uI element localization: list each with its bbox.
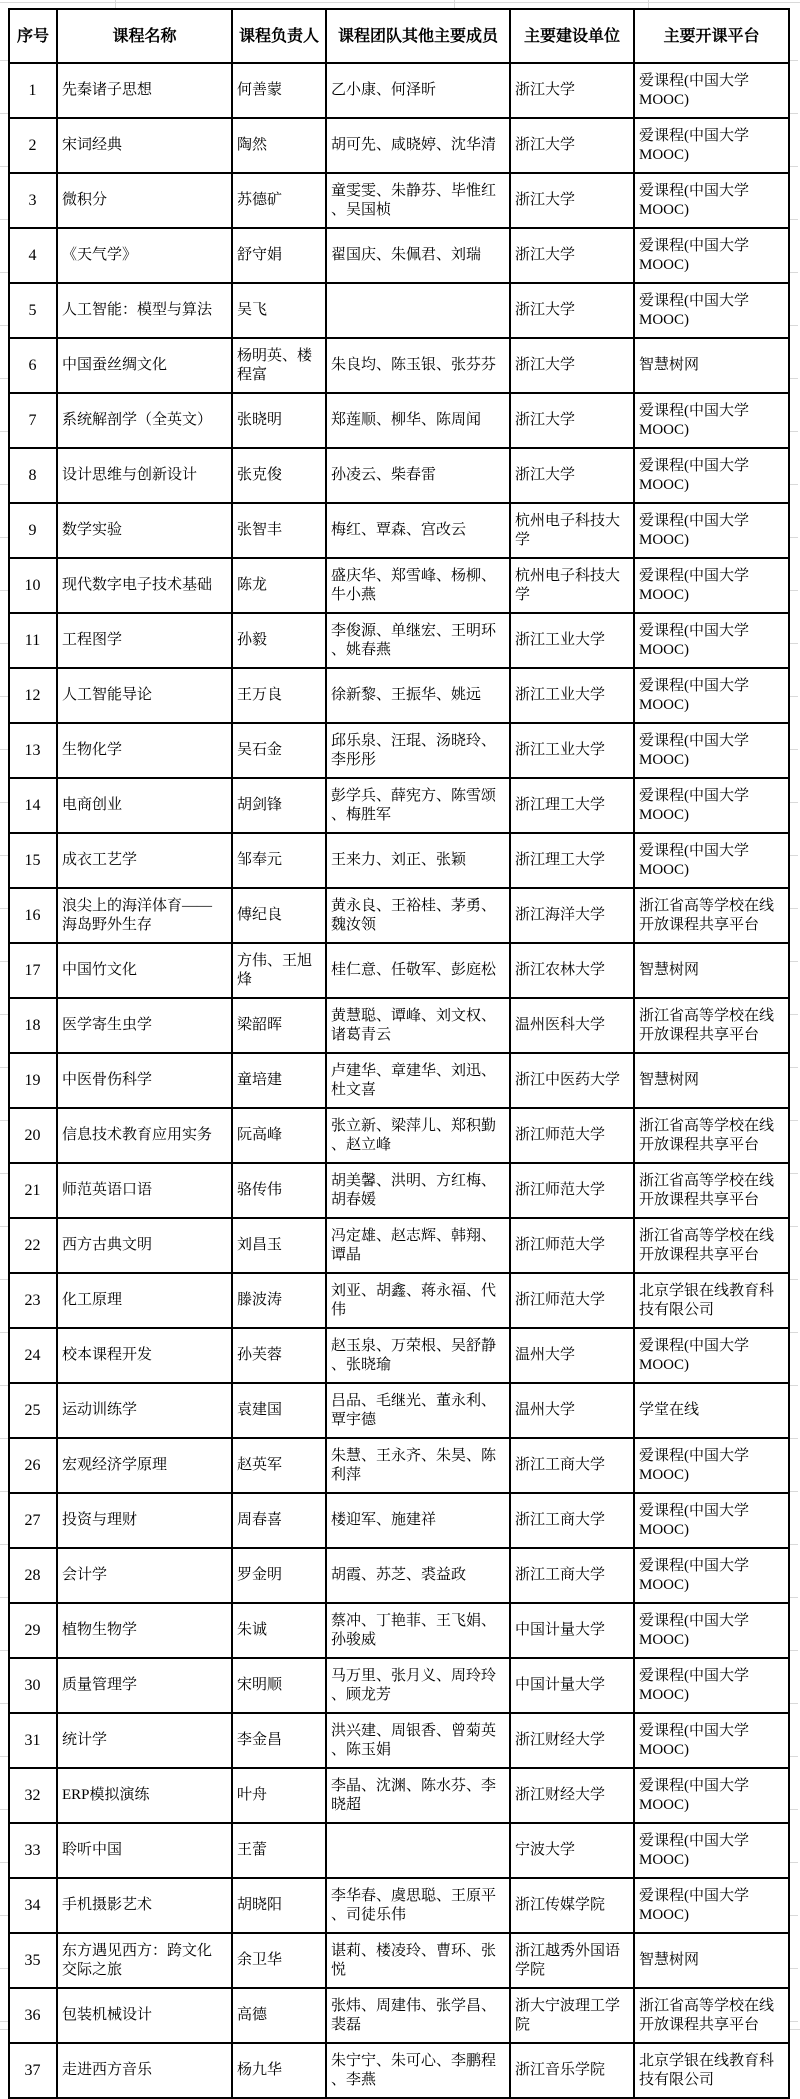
course-leader-cell: 邹奉元: [232, 833, 326, 888]
course-leader-cell: 梁韶晖: [232, 998, 326, 1053]
team-members-cell: [326, 283, 510, 338]
team-members-cell: 梅红、覃森、宫改云: [326, 503, 510, 558]
institution-cell: 浙江海洋大学: [510, 888, 634, 943]
table-row: [9, 1933, 789, 1988]
course-table-header: [9, 9, 789, 63]
course-leader-cell: 罗金明: [232, 1548, 326, 1603]
course-name-cell: 宏观经济学原理: [57, 1438, 232, 1493]
team-members-cell: 朱慧、王永齐、朱昊、陈利萍: [326, 1438, 510, 1493]
course-name-cell: 质量管理学: [57, 1658, 232, 1713]
header-cell-name: 课程名称: [57, 9, 232, 63]
row-index-cell: 22: [9, 1218, 57, 1273]
team-members-cell: 盛庆华、郑雪峰、杨柳、牛小燕: [326, 558, 510, 613]
row-index-cell: 32: [9, 1768, 57, 1823]
platform-cell: 智慧树网: [634, 1053, 789, 1108]
table-row: [9, 778, 789, 833]
team-members-cell: 童雯雯、朱静芬、毕惟红、吴国桢: [326, 173, 510, 228]
course-table: [8, 8, 790, 2099]
team-members-cell: 孙凌云、柴春雷: [326, 448, 510, 503]
row-index-cell: 27: [9, 1493, 57, 1548]
table-row: [9, 723, 789, 778]
institution-cell: 中国计量大学: [510, 1603, 634, 1658]
platform-cell: 浙江省高等学校在线开放课程共享平台: [634, 888, 789, 943]
team-members-cell: 郑莲顺、柳华、陈周闻: [326, 393, 510, 448]
table-row: [9, 228, 789, 283]
team-members-cell: 彭学兵、薛宪方、陈雪颂、梅胜军: [326, 778, 510, 833]
course-name-cell: 成衣工艺学: [57, 833, 232, 888]
course-name-cell: 电商创业: [57, 778, 232, 833]
platform-cell: 爱课程(中国大学MOOC): [634, 558, 789, 613]
team-members-cell: 黄慧聪、谭峰、刘文权、诸葛青云: [326, 998, 510, 1053]
platform-cell: 爱课程(中国大学MOOC): [634, 448, 789, 503]
row-index-cell: 29: [9, 1603, 57, 1658]
course-leader-cell: 陈龙: [232, 558, 326, 613]
course-name-cell: 手机摄影艺术: [57, 1878, 232, 1933]
course-name-cell: 医学寄生虫学: [57, 998, 232, 1053]
course-leader-cell: 周春喜: [232, 1493, 326, 1548]
platform-cell: 智慧树网: [634, 1933, 789, 1988]
course-leader-cell: 王蕾: [232, 1823, 326, 1878]
row-index-cell: 16: [9, 888, 57, 943]
row-index-cell: 7: [9, 393, 57, 448]
course-name-cell: 统计学: [57, 1713, 232, 1768]
table-row: [9, 613, 789, 668]
row-index-cell: 35: [9, 1933, 57, 1988]
course-leader-cell: 童培建: [232, 1053, 326, 1108]
header-cell-unit: 主要建设单位: [510, 9, 634, 63]
row-index-cell: 18: [9, 998, 57, 1053]
course-leader-cell: 宋明顺: [232, 1658, 326, 1713]
course-leader-cell: 方伟、王旭烽: [232, 943, 326, 998]
institution-cell: 浙江传媒学院: [510, 1878, 634, 1933]
table-row: [9, 558, 789, 613]
platform-cell: 爱课程(中国大学MOOC): [634, 833, 789, 888]
row-index-cell: 13: [9, 723, 57, 778]
platform-cell: 浙江省高等学校在线开放课程共享平台: [634, 1218, 789, 1273]
team-members-cell: 乙小康、何泽昕: [326, 63, 510, 118]
table-row: [9, 1878, 789, 1933]
institution-cell: 浙江音乐学院: [510, 2043, 634, 2098]
table-row: [9, 173, 789, 228]
course-name-cell: 中医骨伤科学: [57, 1053, 232, 1108]
team-members-cell: 李晶、沈渊、陈水芬、李晓超: [326, 1768, 510, 1823]
course-table-body: [9, 63, 789, 2098]
course-leader-cell: 高德: [232, 1988, 326, 2043]
team-members-cell: 胡可先、咸晓婷、沈华清: [326, 118, 510, 173]
institution-cell: 浙江工商大学: [510, 1438, 634, 1493]
course-name-cell: 数学实验: [57, 503, 232, 558]
institution-cell: 温州大学: [510, 1328, 634, 1383]
course-name-cell: 会计学: [57, 1548, 232, 1603]
team-members-cell: 王来力、刘正、张颖: [326, 833, 510, 888]
platform-cell: 智慧树网: [634, 943, 789, 998]
course-leader-cell: 刘昌玉: [232, 1218, 326, 1273]
course-name-cell: 中国蚕丝绸文化: [57, 338, 232, 393]
team-members-cell: 胡美馨、洪明、方红梅、胡春媛: [326, 1163, 510, 1218]
course-name-cell: 宋词经典: [57, 118, 232, 173]
platform-cell: 爱课程(中国大学MOOC): [634, 503, 789, 558]
table-row: [9, 1713, 789, 1768]
row-index-cell: 15: [9, 833, 57, 888]
institution-cell: 浙江理工大学: [510, 778, 634, 833]
row-index-cell: 11: [9, 613, 57, 668]
team-members-cell: 冯定雄、赵志辉、韩翔、谭晶: [326, 1218, 510, 1273]
table-row: [9, 943, 789, 998]
course-name-cell: 人工智能导论: [57, 668, 232, 723]
sheet-gridline-top: [0, 2, 800, 3]
course-leader-cell: 朱诚: [232, 1603, 326, 1658]
sheet-gridline: [454, 0, 455, 8]
institution-cell: 浙江大学: [510, 228, 634, 283]
platform-cell: 浙江省高等学校在线开放课程共享平台: [634, 1108, 789, 1163]
team-members-cell: 李华春、虞思聪、王原平、司徒乐伟: [326, 1878, 510, 1933]
row-index-cell: 26: [9, 1438, 57, 1493]
platform-cell: 爱课程(中国大学MOOC): [634, 1713, 789, 1768]
course-name-cell: 聆听中国: [57, 1823, 232, 1878]
row-index-cell: 1: [9, 63, 57, 118]
course-leader-cell: 王万良: [232, 668, 326, 723]
course-leader-cell: 胡晓阳: [232, 1878, 326, 1933]
institution-cell: 浙江工业大学: [510, 723, 634, 778]
course-name-cell: 工程图学: [57, 613, 232, 668]
platform-cell: 智慧树网: [634, 338, 789, 393]
row-index-cell: 3: [9, 173, 57, 228]
table-row: [9, 2043, 789, 2098]
row-index-cell: 20: [9, 1108, 57, 1163]
table-row: [9, 998, 789, 1053]
team-members-cell: 朱良均、陈玉银、张芬芬: [326, 338, 510, 393]
institution-cell: 中国计量大学: [510, 1658, 634, 1713]
platform-cell: 爱课程(中国大学MOOC): [634, 613, 789, 668]
row-index-cell: 33: [9, 1823, 57, 1878]
course-name-cell: 系统解剖学（全英文）: [57, 393, 232, 448]
course-name-cell: 东方遇见西方：跨文化交际之旅: [57, 1933, 232, 1988]
table-row: [9, 1383, 789, 1438]
platform-cell: 爱课程(中国大学MOOC): [634, 778, 789, 833]
platform-cell: 浙江省高等学校在线开放课程共享平台: [634, 1988, 789, 2043]
institution-cell: 浙江大学: [510, 393, 634, 448]
platform-cell: 北京学银在线教育科技有限公司: [634, 2043, 789, 2098]
row-index-cell: 21: [9, 1163, 57, 1218]
platform-cell: 爱课程(中国大学MOOC): [634, 283, 789, 338]
row-index-cell: 9: [9, 503, 57, 558]
table-row: [9, 1108, 789, 1163]
course-leader-cell: 陶然: [232, 118, 326, 173]
institution-cell: 浙江工业大学: [510, 668, 634, 723]
course-leader-cell: 叶舟: [232, 1768, 326, 1823]
course-name-cell: ERP模拟演练: [57, 1768, 232, 1823]
institution-cell: 浙江大学: [510, 63, 634, 118]
team-members-cell: [326, 1823, 510, 1878]
course-name-cell: 运动训练学: [57, 1383, 232, 1438]
platform-cell: 爱课程(中国大学MOOC): [634, 723, 789, 778]
institution-cell: 浙江大学: [510, 173, 634, 228]
course-name-cell: 《天气学》: [57, 228, 232, 283]
course-leader-cell: 袁建国: [232, 1383, 326, 1438]
team-members-cell: 谌莉、楼凌玲、曹环、张悦: [326, 1933, 510, 1988]
institution-cell: 浙江大学: [510, 338, 634, 393]
platform-cell: 浙江省高等学校在线开放课程共享平台: [634, 1163, 789, 1218]
table-row: [9, 338, 789, 393]
institution-cell: 浙江大学: [510, 283, 634, 338]
sheet-row-ticks-right: [790, 8, 798, 2023]
team-members-cell: 黄永良、王裕桂、茅勇、魏汝领: [326, 888, 510, 943]
course-leader-cell: 张克俊: [232, 448, 326, 503]
row-index-cell: 23: [9, 1273, 57, 1328]
header-row: [9, 9, 789, 63]
sheet-row-ticks-left: [0, 8, 8, 2023]
course-leader-cell: 胡剑锋: [232, 778, 326, 833]
institution-cell: 温州大学: [510, 1383, 634, 1438]
course-leader-cell: 滕波涛: [232, 1273, 326, 1328]
platform-cell: 爱课程(中国大学MOOC): [634, 173, 789, 228]
sheet-gridline: [115, 0, 116, 8]
course-name-cell: 现代数字电子技术基础: [57, 558, 232, 613]
institution-cell: 杭州电子科技大学: [510, 503, 634, 558]
course-name-cell: 先秦诸子思想: [57, 63, 232, 118]
table-row: [9, 1493, 789, 1548]
row-index-cell: 28: [9, 1548, 57, 1603]
team-members-cell: 桂仁意、任敬军、彭庭松: [326, 943, 510, 998]
row-index-cell: 30: [9, 1658, 57, 1713]
team-members-cell: 刘亚、胡鑫、蒋永福、代伟: [326, 1273, 510, 1328]
platform-cell: 爱课程(中国大学MOOC): [634, 228, 789, 283]
institution-cell: 浙江财经大学: [510, 1768, 634, 1823]
table-row: [9, 1548, 789, 1603]
course-name-cell: 包装机械设计: [57, 1988, 232, 2043]
platform-cell: 浙江省高等学校在线开放课程共享平台: [634, 998, 789, 1053]
table-row: [9, 1328, 789, 1383]
platform-cell: 爱课程(中国大学MOOC): [634, 1823, 789, 1878]
team-members-cell: 马万里、张月义、周玲玲、顾龙芳: [326, 1658, 510, 1713]
row-index-cell: 24: [9, 1328, 57, 1383]
header-cell-leader: 课程负责人: [232, 9, 326, 63]
table-row: [9, 118, 789, 173]
course-leader-cell: 何善蒙: [232, 63, 326, 118]
course-leader-cell: 张晓明: [232, 393, 326, 448]
course-name-cell: 植物生物学: [57, 1603, 232, 1658]
row-index-cell: 14: [9, 778, 57, 833]
table-row: [9, 1988, 789, 2043]
institution-cell: 浙江农林大学: [510, 943, 634, 998]
institution-cell: 浙江工商大学: [510, 1493, 634, 1548]
platform-cell: 爱课程(中国大学MOOC): [634, 668, 789, 723]
course-leader-cell: 杨明英、楼程富: [232, 338, 326, 393]
table-row: [9, 1823, 789, 1878]
course-leader-cell: 骆传伟: [232, 1163, 326, 1218]
platform-cell: 爱课程(中国大学MOOC): [634, 1328, 789, 1383]
platform-cell: 北京学银在线教育科技有限公司: [634, 1273, 789, 1328]
team-members-cell: 吕品、毛继光、董永利、覃宇德: [326, 1383, 510, 1438]
header-cell-members: 课程团队其他主要成员: [326, 9, 510, 63]
team-members-cell: 邱乐泉、汪琨、汤晓玲、李彤彤: [326, 723, 510, 778]
course-leader-cell: 李金昌: [232, 1713, 326, 1768]
row-index-cell: 19: [9, 1053, 57, 1108]
team-members-cell: 张炜、周建伟、张学昌、裴磊: [326, 1988, 510, 2043]
institution-cell: 浙江越秀外国语学院: [510, 1933, 634, 1988]
platform-cell: 爱课程(中国大学MOOC): [634, 393, 789, 448]
course-leader-cell: 苏德矿: [232, 173, 326, 228]
table-row: [9, 503, 789, 558]
course-name-cell: 信息技术教育应用实务: [57, 1108, 232, 1163]
institution-cell: 杭州电子科技大学: [510, 558, 634, 613]
institution-cell: 浙江师范大学: [510, 1218, 634, 1273]
course-name-cell: 校本课程开发: [57, 1328, 232, 1383]
team-members-cell: 张立新、梁萍儿、郑积勤、赵立峰: [326, 1108, 510, 1163]
course-name-cell: 西方古典文明: [57, 1218, 232, 1273]
institution-cell: 浙江师范大学: [510, 1273, 634, 1328]
institution-cell: 浙江大学: [510, 118, 634, 173]
row-index-cell: 5: [9, 283, 57, 338]
team-members-cell: 卢建华、章建华、刘迅、杜文喜: [326, 1053, 510, 1108]
row-index-cell: 25: [9, 1383, 57, 1438]
platform-cell: 爱课程(中国大学MOOC): [634, 1493, 789, 1548]
institution-cell: 浙大宁波理工学院: [510, 1988, 634, 2043]
platform-cell: 爱课程(中国大学MOOC): [634, 118, 789, 173]
institution-cell: 浙江师范大学: [510, 1163, 634, 1218]
table-row: [9, 1218, 789, 1273]
institution-cell: 浙江工业大学: [510, 613, 634, 668]
platform-cell: 爱课程(中国大学MOOC): [634, 1548, 789, 1603]
table-row: [9, 393, 789, 448]
row-index-cell: 2: [9, 118, 57, 173]
row-index-cell: 8: [9, 448, 57, 503]
platform-cell: 学堂在线: [634, 1383, 789, 1438]
course-leader-cell: 杨九华: [232, 2043, 326, 2098]
header-cell-platform: 主要开课平台: [634, 9, 789, 63]
platform-cell: 爱课程(中国大学MOOC): [634, 1658, 789, 1713]
platform-cell: 爱课程(中国大学MOOC): [634, 63, 789, 118]
header-cell-no: 序号: [9, 9, 57, 63]
row-index-cell: 31: [9, 1713, 57, 1768]
course-name-cell: 浪尖上的海洋体育——海岛野外生存: [57, 888, 232, 943]
row-index-cell: 10: [9, 558, 57, 613]
course-name-cell: 师范英语口语: [57, 1163, 232, 1218]
institution-cell: 浙江工商大学: [510, 1548, 634, 1603]
course-leader-cell: 张智丰: [232, 503, 326, 558]
course-name-cell: 走进西方音乐: [57, 2043, 232, 2098]
institution-cell: 浙江大学: [510, 448, 634, 503]
course-name-cell: 中国竹文化: [57, 943, 232, 998]
platform-cell: 爱课程(中国大学MOOC): [634, 1438, 789, 1493]
course-leader-cell: 孙毅: [232, 613, 326, 668]
course-name-cell: 设计思维与创新设计: [57, 448, 232, 503]
institution-cell: 浙江财经大学: [510, 1713, 634, 1768]
table-row: [9, 888, 789, 943]
course-name-cell: 生物化学: [57, 723, 232, 778]
course-leader-cell: 阮高峰: [232, 1108, 326, 1163]
institution-cell: 温州医科大学: [510, 998, 634, 1053]
platform-cell: 爱课程(中国大学MOOC): [634, 1603, 789, 1658]
platform-cell: 爱课程(中国大学MOOC): [634, 1878, 789, 1933]
row-index-cell: 34: [9, 1878, 57, 1933]
course-leader-cell: 赵英军: [232, 1438, 326, 1493]
course-leader-cell: 吴飞: [232, 283, 326, 338]
team-members-cell: 赵玉泉、万荣根、吴舒静、张晓瑜: [326, 1328, 510, 1383]
table-row: [9, 833, 789, 888]
table-row: [9, 448, 789, 503]
team-members-cell: 楼迎军、施建祥: [326, 1493, 510, 1548]
row-index-cell: 37: [9, 2043, 57, 2098]
team-members-cell: 李俊源、单继宏、王明环、姚春燕: [326, 613, 510, 668]
team-members-cell: 洪兴建、周银香、曾菊英、陈玉娟: [326, 1713, 510, 1768]
team-members-cell: 胡霞、苏芝、裘益政: [326, 1548, 510, 1603]
team-members-cell: 翟国庆、朱佩君、刘瑞: [326, 228, 510, 283]
row-index-cell: 17: [9, 943, 57, 998]
course-leader-cell: 余卫华: [232, 1933, 326, 1988]
table-row: [9, 1603, 789, 1658]
row-index-cell: 36: [9, 1988, 57, 2043]
table-row: [9, 1438, 789, 1493]
table-row: [9, 1053, 789, 1108]
table-row: [9, 1658, 789, 1713]
course-name-cell: 化工原理: [57, 1273, 232, 1328]
row-index-cell: 4: [9, 228, 57, 283]
sheet-gridline: [648, 0, 649, 8]
course-leader-cell: 吴石金: [232, 723, 326, 778]
table-row: [9, 1163, 789, 1218]
course-leader-cell: 舒守娟: [232, 228, 326, 283]
course-name-cell: 人工智能：模型与算法: [57, 283, 232, 338]
team-members-cell: 朱宁宁、朱可心、李鹏程、李燕: [326, 2043, 510, 2098]
row-index-cell: 6: [9, 338, 57, 393]
institution-cell: 宁波大学: [510, 1823, 634, 1878]
course-leader-cell: 孙芙蓉: [232, 1328, 326, 1383]
team-members-cell: 徐新黎、王振华、姚远: [326, 668, 510, 723]
table-row: [9, 63, 789, 118]
row-index-cell: 12: [9, 668, 57, 723]
table-row: [9, 668, 789, 723]
course-leader-cell: 傅纪良: [232, 888, 326, 943]
table-row: [9, 283, 789, 338]
course-name-cell: 投资与理财: [57, 1493, 232, 1548]
institution-cell: 浙江中医药大学: [510, 1053, 634, 1108]
institution-cell: 浙江理工大学: [510, 833, 634, 888]
table-row: [9, 1768, 789, 1823]
institution-cell: 浙江师范大学: [510, 1108, 634, 1163]
platform-cell: 爱课程(中国大学MOOC): [634, 1768, 789, 1823]
team-members-cell: 蔡冲、丁艳菲、王飞娟、孙骏威: [326, 1603, 510, 1658]
course-name-cell: 微积分: [57, 173, 232, 228]
table-row: [9, 1273, 789, 1328]
